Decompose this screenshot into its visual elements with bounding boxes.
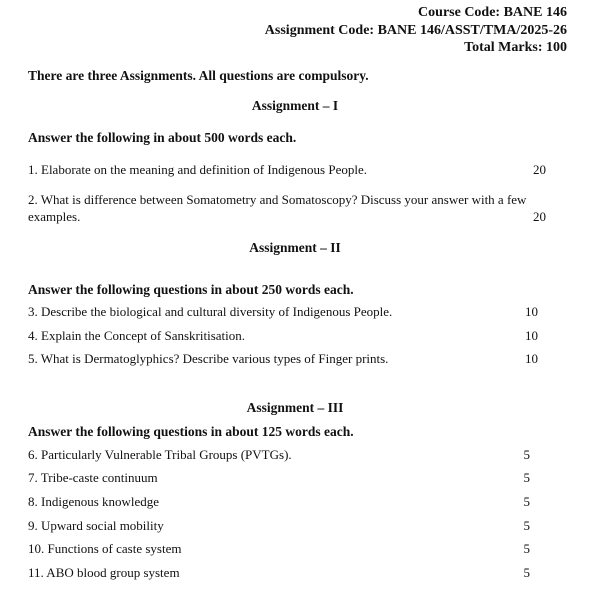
- section-title-1: Assignment – I: [251, 98, 339, 113]
- question-10-marks: 5: [523, 541, 530, 556]
- question-2-line-2: examples.: [28, 209, 81, 224]
- section-instruction-1: Answer the following in about 500 words each.: [28, 130, 297, 145]
- question-2-line-1: 2. What is difference between Somatometry and Somatoscopy? Discuss your answer with a few: [28, 192, 527, 207]
- section-instruction-3: Answer the following questions in about 125 words each.: [28, 424, 354, 439]
- question-7: 7. Tribe-caste continuum: [28, 470, 158, 485]
- total-marks: Total Marks: 100: [464, 40, 567, 55]
- question-6: 6. Particularly Vulnerable Tribal Groups (PVTGs).: [28, 447, 292, 462]
- question-2-marks: 20: [533, 209, 546, 224]
- question-8: 8. Indigenous knowledge: [28, 494, 160, 509]
- question-1-marks: 20: [533, 162, 546, 177]
- question-3-marks: 10: [525, 304, 538, 319]
- question-9: 9. Upward social mobility: [28, 518, 164, 533]
- question-1: 1. Elaborate on the meaning and definition of Indigenous People.: [28, 162, 367, 177]
- section-instruction-2: Answer the following questions in about 250 words each.: [28, 282, 354, 297]
- question-5-marks: 10: [525, 351, 538, 366]
- question-10: 10. Functions of caste system: [28, 541, 182, 556]
- assignment-code: Assignment Code: BANE 146/ASST/TMA/2025-26: [264, 23, 567, 38]
- question-3: 3. Describe the biological and cultural diversity of Indigenous People.: [28, 304, 393, 319]
- question-7-marks: 5: [523, 470, 530, 485]
- question-4: 4. Explain the Concept of Sanskritisation.: [28, 328, 245, 343]
- intro-text: There are three Assignments. All questions are compulsory.: [28, 68, 369, 83]
- question-11: 11. ABO blood group system: [28, 565, 180, 580]
- course-code: Course Code: BANE 146: [418, 5, 567, 20]
- section-title-3: Assignment – III: [246, 400, 344, 415]
- section-title-2: Assignment – II: [249, 240, 341, 255]
- question-4-marks: 10: [525, 328, 538, 343]
- question-8-marks: 5: [523, 494, 530, 509]
- question-9-marks: 5: [523, 518, 530, 533]
- question-5: 5. What is Dermatoglyphics? Describe various types of Finger prints.: [28, 351, 389, 366]
- question-11-marks: 5: [523, 565, 530, 580]
- question-6-marks: 5: [523, 447, 530, 462]
